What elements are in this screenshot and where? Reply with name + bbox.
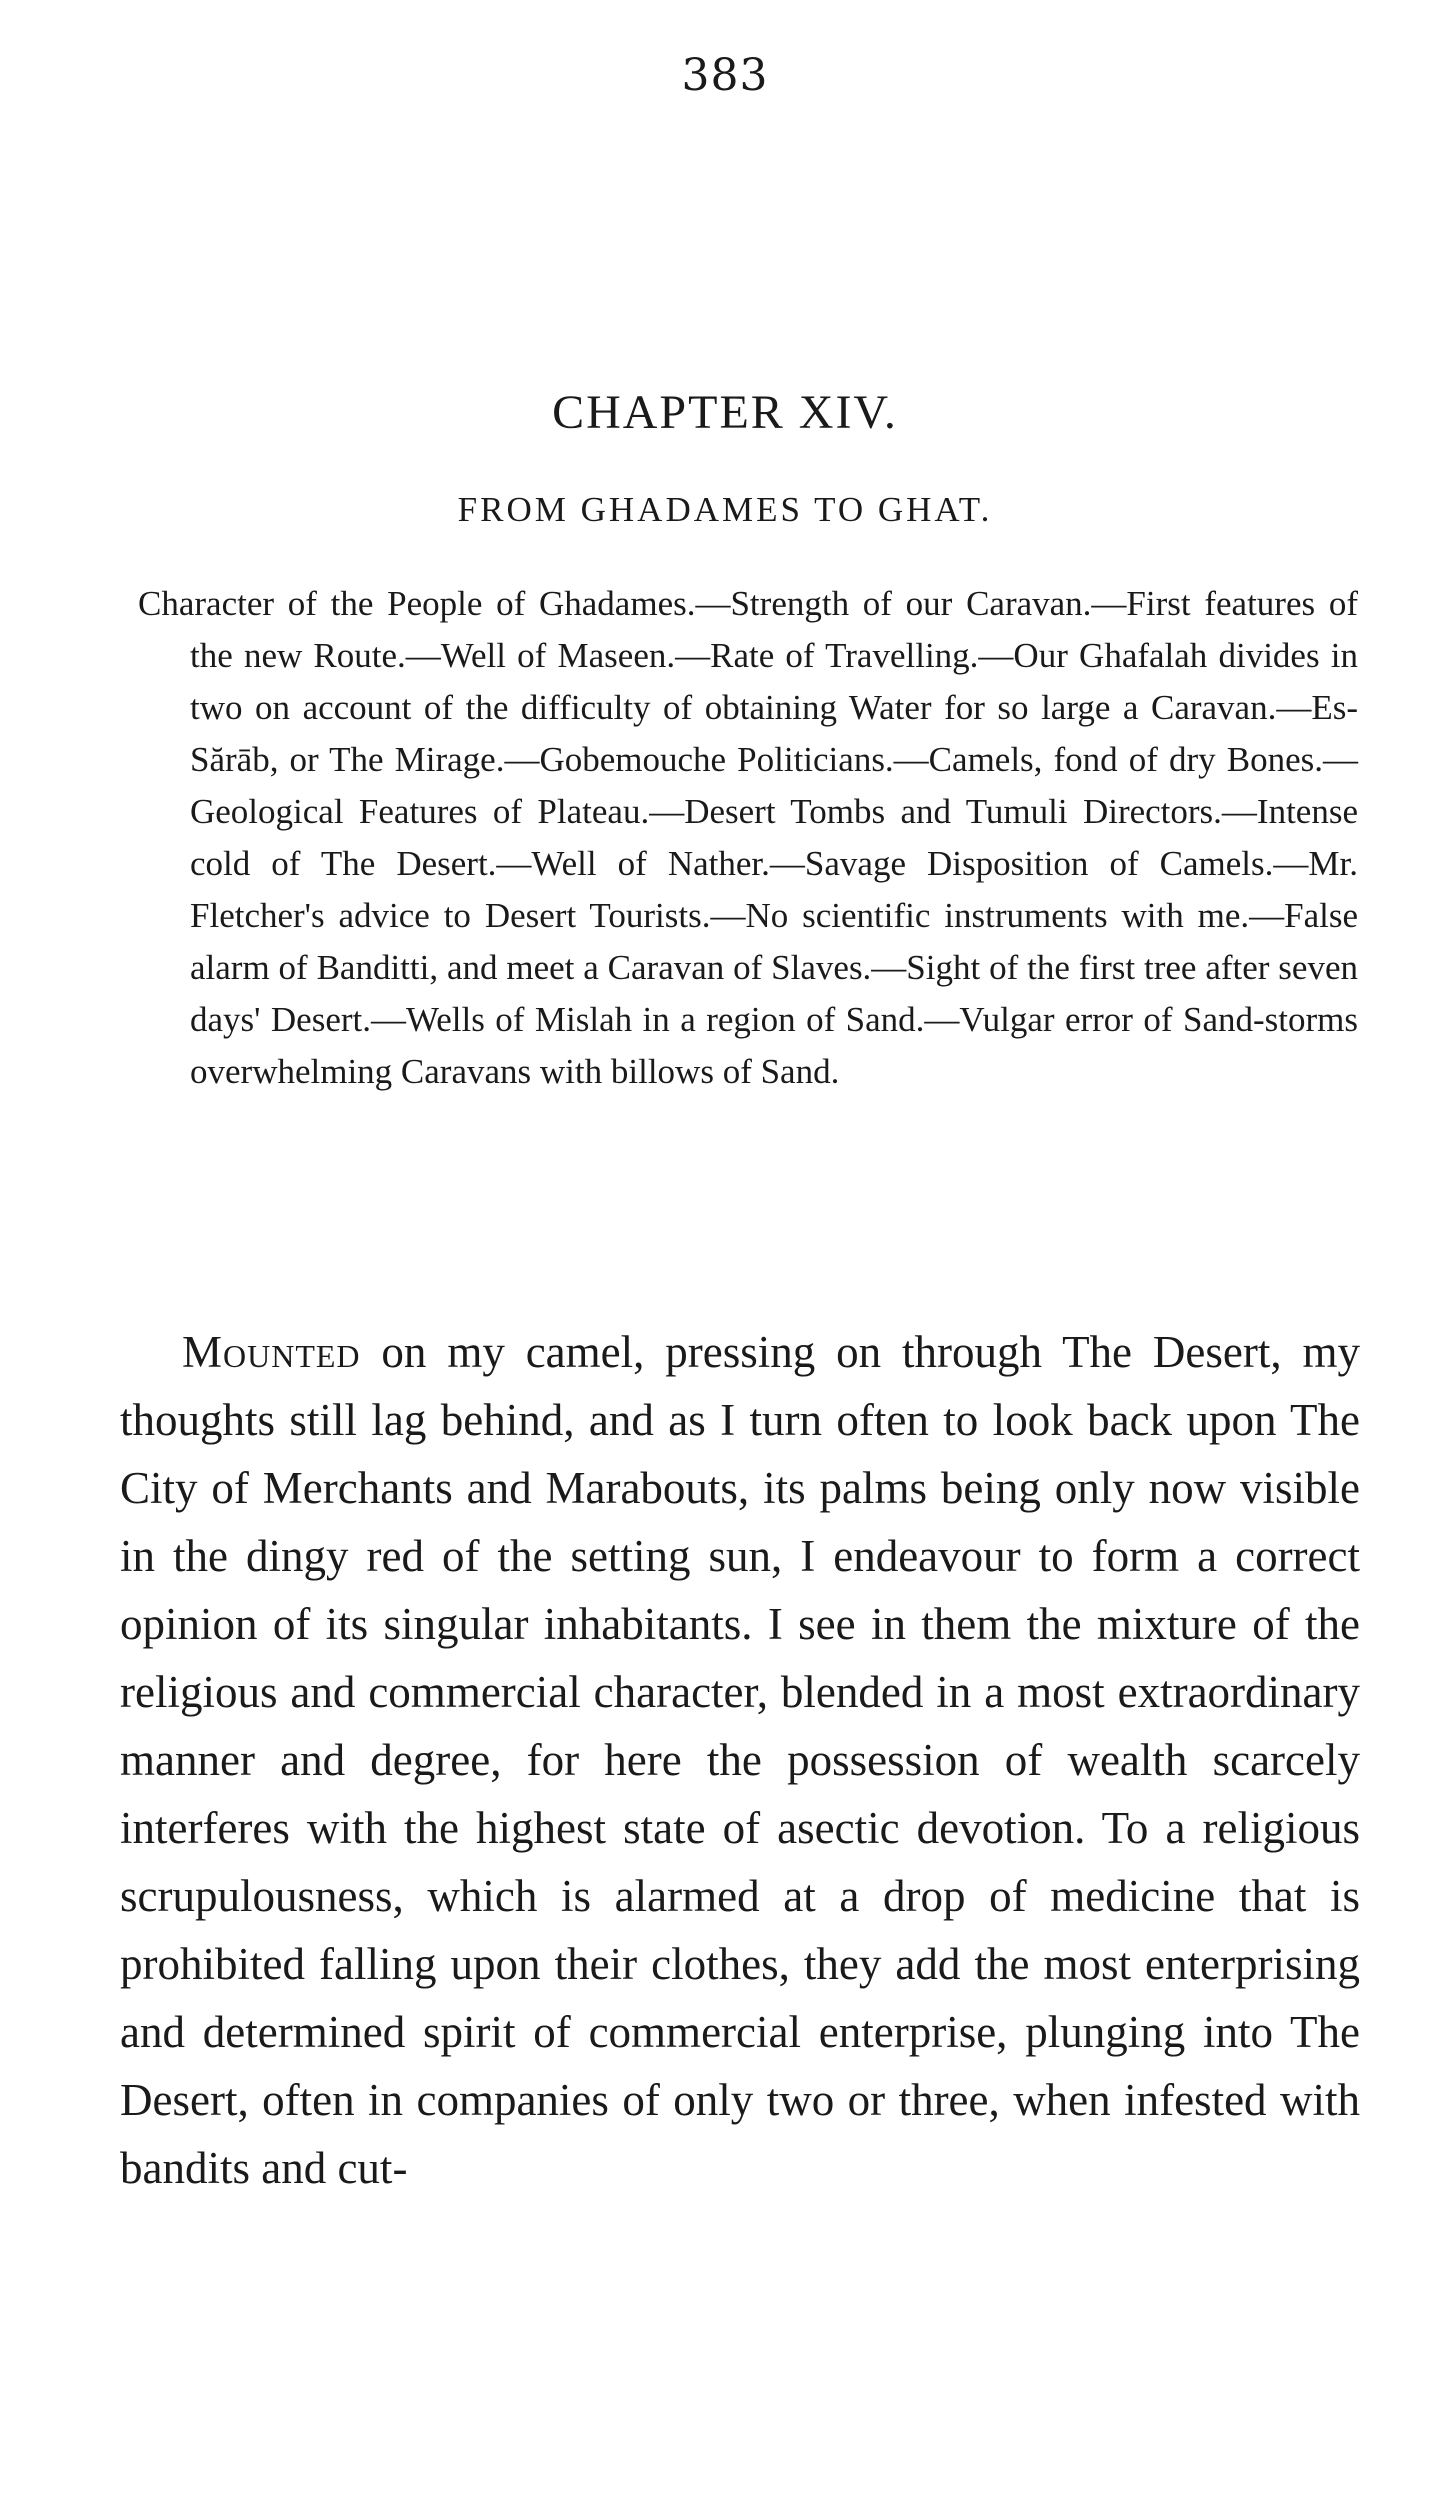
chapter-subtitle: FROM GHADAMES TO GHAT. [457, 490, 993, 529]
body-paragraph [120, 1318, 1360, 2202]
paragraph-text: on my camel, pressing on through The Desert, my thoughts still lag behind, and as I turn often to look back upon The City of Merchants and Marabouts, its palms being only now visible in the dingy red of the setting sun, I endeavour to form a correct opinion of its singular inhabitants. I see in them the mixture of the religious and commercial character, blended in a most extraordinary manner and degree, for here the possession of wealth scarcely interferes with the highest state of asectic devotion. To a religious scrupulousness, which is alarmed at a drop of medicine that is prohibited falling upon their clothes, they add the most enterprising and determined spirit of commercial enterprise, plunging into The Desert, often in companies of only two or three, when infested with bandits and cut- [120, 1327, 1360, 2193]
page-number: 383 [681, 50, 769, 101]
chapter-synopsis: Character of the People of Ghadames.—Strength of our Caravan.—First features of the new Route.—Well of Maseen.—Rate of Travelling.—Our Ghafalah divides in two on account of the difficulty of obtaining Water for so large a Caravan.—Es-Sărāb, or The Mirage.—Gobemouche Politicians.—Camels, fond of dry Bones.—Geological Features of Plateau.—Desert Tombs and Tumuli Directors.—Intense cold of The Desert.—Well of Nather.—Savage Disposition of Camels.—Mr. Fletcher's advice to Desert Tourists.—No scientific instruments with me.—False alarm of Banditti, and meet a Caravan of Slaves.—Sight of the first tree after seven days' Desert.—Wells of Mislah in a region of Sand.—Vulgar error of Sand-storms overwhelming Caravans with billows of Sand. [138, 584, 1358, 1091]
lead-word: Mounted [182, 1327, 361, 1377]
chapter-title: CHAPTER XIV. [552, 386, 898, 439]
